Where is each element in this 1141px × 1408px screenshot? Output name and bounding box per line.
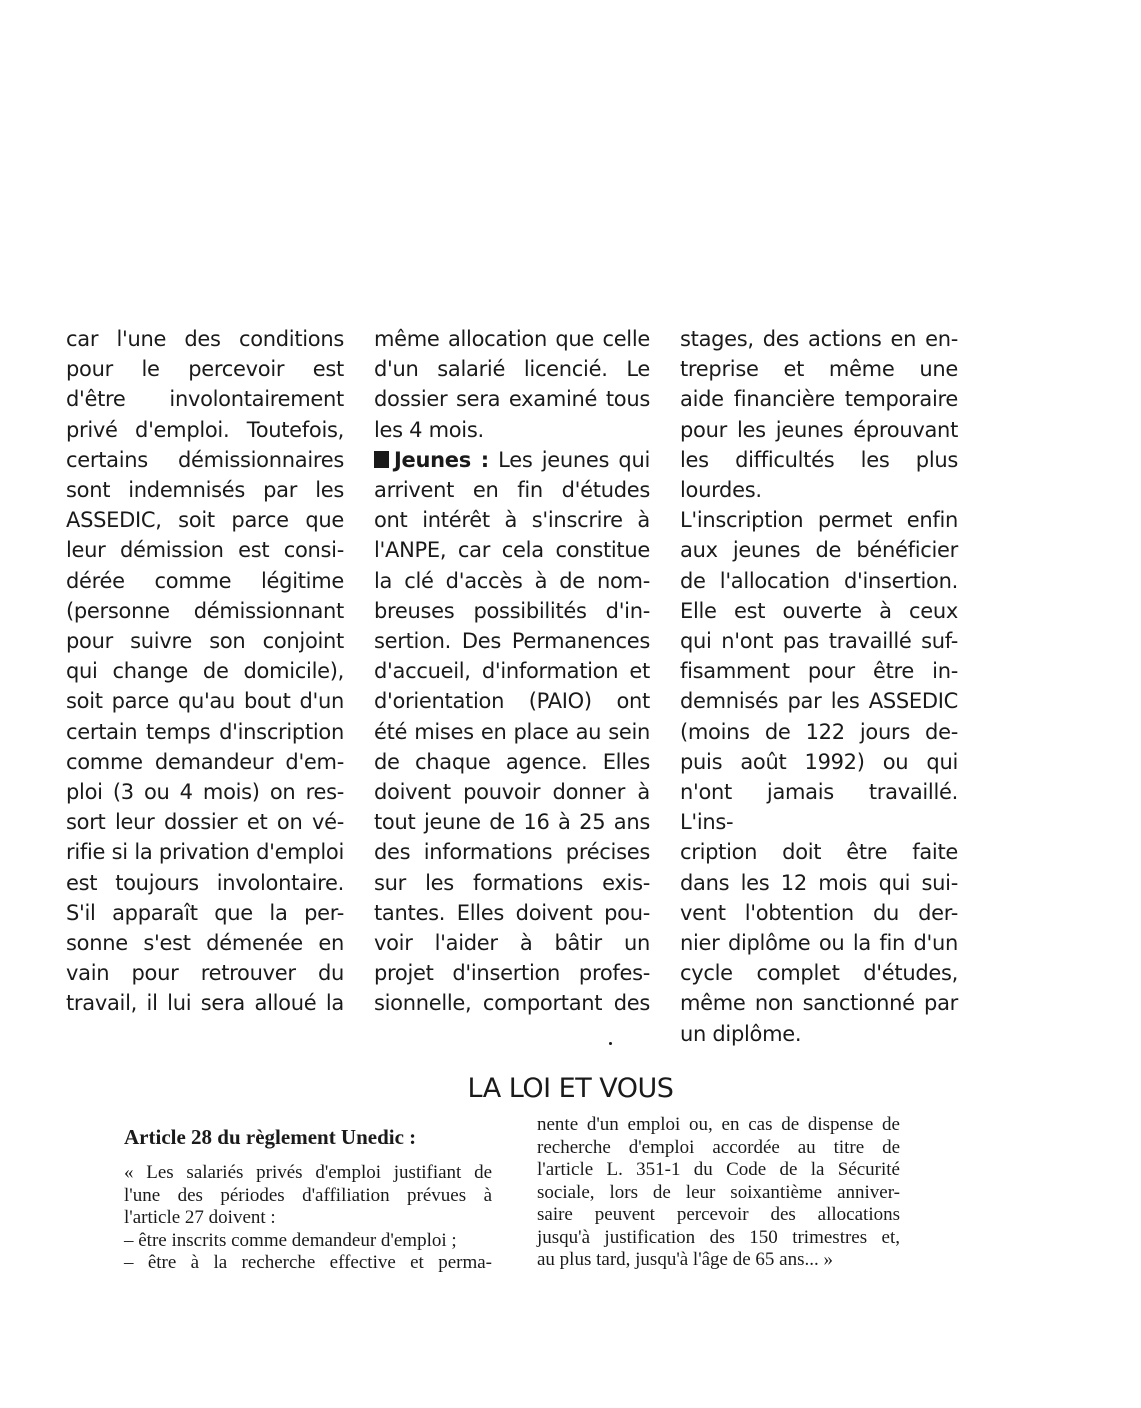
text-line: privé d'emploi. Toutefois, xyxy=(66,417,344,442)
text-line: été mises en place au sein xyxy=(374,719,650,744)
text-line: ont intérêt à s'inscrire à xyxy=(374,508,650,533)
text-line: travail, il lui sera alloué la xyxy=(66,991,344,1016)
column-2-body xyxy=(374,475,650,1019)
text-line: n'ont jamais travaillé. L'ins- xyxy=(680,780,958,835)
text-line: pour suivre son conjoint xyxy=(66,629,344,654)
square-bullet-icon xyxy=(374,451,389,468)
text-line: sur les formations exis- xyxy=(374,870,650,895)
section-label-jeunes: Jeunes : xyxy=(394,447,489,472)
text-line: d'un salarié licencié. Le xyxy=(374,357,650,382)
section-jeunes-first-line-text: Les jeunes qui xyxy=(488,447,650,472)
text-line: des informations précises xyxy=(374,840,650,865)
text-line: cycle complet d'études, xyxy=(680,961,958,986)
text-line: puis août 1992) ou qui xyxy=(680,749,958,774)
text-line: aux jeunes de bénéficier xyxy=(680,538,958,563)
text-line: L'inscription permet enfin xyxy=(680,508,958,533)
text-line: pour le percevoir est xyxy=(66,357,344,382)
law-text-line: « Les salariés privés d'emploi justifiant de xyxy=(124,1162,492,1183)
text-line: tout jeune de 16 à 25 ans xyxy=(374,810,650,835)
text-line: S'il apparaît que la per- xyxy=(66,900,344,925)
law-text-line: jusqu'à justification des 150 trimestres et, xyxy=(537,1226,900,1248)
law-text-line: l'une des périodes d'affiliation prévues à xyxy=(124,1184,492,1206)
text-line: d'accueil, d'information et xyxy=(374,659,650,684)
text-line: demnisés par les ASSEDIC xyxy=(680,689,958,714)
text-line: projet d'insertion profes- xyxy=(374,961,650,986)
text-line: vain pour retrouver du xyxy=(66,961,344,986)
law-text-column-1 xyxy=(124,1162,492,1275)
law-text-line: au plus tard, jusqu'à l'âge de 65 ans... » xyxy=(537,1249,834,1270)
column-2-intro-last-line: les 4 mois. xyxy=(374,417,484,442)
text-line: qui n'ont pas travaillé suf- xyxy=(680,629,958,654)
text-line: d'orientation (PAIO) ont xyxy=(374,689,650,714)
text-line: certain temps d'inscription xyxy=(66,719,344,744)
law-box-title: LA LOI ET VOUS xyxy=(467,1073,674,1104)
text-line: doivent pouvoir donner à xyxy=(374,780,650,805)
text-line: (personne démissionnant xyxy=(66,598,344,623)
text-line: sort leur dossier et on vé- xyxy=(66,810,344,835)
text-line: dossier sera examiné tous xyxy=(374,387,650,412)
law-text-line: nente d'un emploi ou, en cas de dispense de xyxy=(537,1114,900,1135)
text-line: stages, des actions en en- xyxy=(680,327,958,351)
law-text-line: – être inscrits comme demandeur d'emploi ; xyxy=(124,1229,457,1251)
text-line: soit parce qu'au bout d'un xyxy=(66,689,344,714)
text-line: cription doit être faite xyxy=(680,840,958,865)
text-line: rifie si la privation d'emploi xyxy=(66,840,344,865)
text-line: qui change de domicile), xyxy=(66,659,344,684)
column-3-paragraph-1 xyxy=(680,324,958,475)
text-line: d'être involontairement xyxy=(66,387,344,412)
text-line: de chaque agence. Elles xyxy=(374,749,650,774)
column-3-last-line: un diplôme. xyxy=(680,1021,802,1046)
text-line: de l'allocation d'insertion. xyxy=(680,568,958,593)
text-line: (moins de 122 jours de- xyxy=(680,719,958,744)
text-line: sertion. Des Permanences xyxy=(374,629,650,654)
text-line: ploi (3 ou 4 mois) on res- xyxy=(66,780,344,805)
text-line: sionnelle, comportant des xyxy=(374,991,650,1016)
law-text-column-2 xyxy=(537,1114,900,1272)
text-line: vent l'obtention du der- xyxy=(680,900,958,925)
text-line: ASSEDIC, soit parce que xyxy=(66,508,344,533)
text-line: fisamment pour être in- xyxy=(680,659,958,684)
law-text-line: sociale, lors de leur soixantième anniver- xyxy=(537,1181,900,1203)
text-line: la clé d'accès à de nom- xyxy=(374,568,650,593)
text-line: est toujours involontaire. xyxy=(66,870,344,895)
text-line: Elle est ouverte à ceux xyxy=(680,598,958,623)
text-line: arrivent en fin d'études xyxy=(374,478,650,503)
law-text-line: – être à la recherche effective et perma- xyxy=(124,1252,492,1273)
text-line: dans les 12 mois qui sui- xyxy=(680,870,958,895)
text-line: dérée comme légitime xyxy=(66,568,344,593)
text-line: même allocation que celle xyxy=(374,327,650,351)
text-line: tantes. Elles doivent pou- xyxy=(374,900,650,925)
text-line: sont indemnisés par les xyxy=(66,478,344,503)
column-3-paragraph-2 xyxy=(680,505,958,1018)
text-line: aide financière temporaire xyxy=(680,387,958,412)
stray-dot-mark xyxy=(609,1042,612,1045)
text-line: l'ANPE, car cela constitue xyxy=(374,538,650,563)
text-line: les difficultés les plus xyxy=(680,447,958,472)
text-line: nier diplôme ou la fin d'un xyxy=(680,931,958,956)
text-line: car l'une des conditions xyxy=(66,327,344,351)
text-line: pour les jeunes éprouvant xyxy=(680,417,958,442)
text-line: leur démission est consi- xyxy=(66,538,344,563)
article-column-1 xyxy=(66,324,344,1019)
text-line: certains démissionnaires xyxy=(66,447,344,472)
text-line: voir l'aider à bâtir un xyxy=(374,931,650,956)
law-text-line: saire peuvent percevoir des allocations xyxy=(537,1204,900,1225)
section-jeunes-first-line xyxy=(374,445,650,475)
text-line: breuses possibilités d'in- xyxy=(374,598,650,623)
text-line: sonne s'est démenée en xyxy=(66,931,344,956)
law-text-line: recherche d'emploi accordée au titre de xyxy=(537,1136,900,1158)
text-line: treprise et même une xyxy=(680,357,958,382)
article-column-2 xyxy=(374,324,650,1019)
article-column-3 xyxy=(680,324,958,1049)
law-article-heading: Article 28 du règlement Unedic : xyxy=(124,1125,417,1149)
column-2-intro xyxy=(374,324,650,415)
text-line: comme demandeur d'em- xyxy=(66,749,344,774)
text-line: même non sanctionné par xyxy=(680,991,958,1016)
law-text-line: l'article L. 351-1 du Code de la Sécurité xyxy=(537,1159,900,1180)
column-3-paragraph-1-last-line: lourdes. xyxy=(680,478,762,503)
law-text-line: l'article 27 doivent : xyxy=(124,1207,276,1228)
